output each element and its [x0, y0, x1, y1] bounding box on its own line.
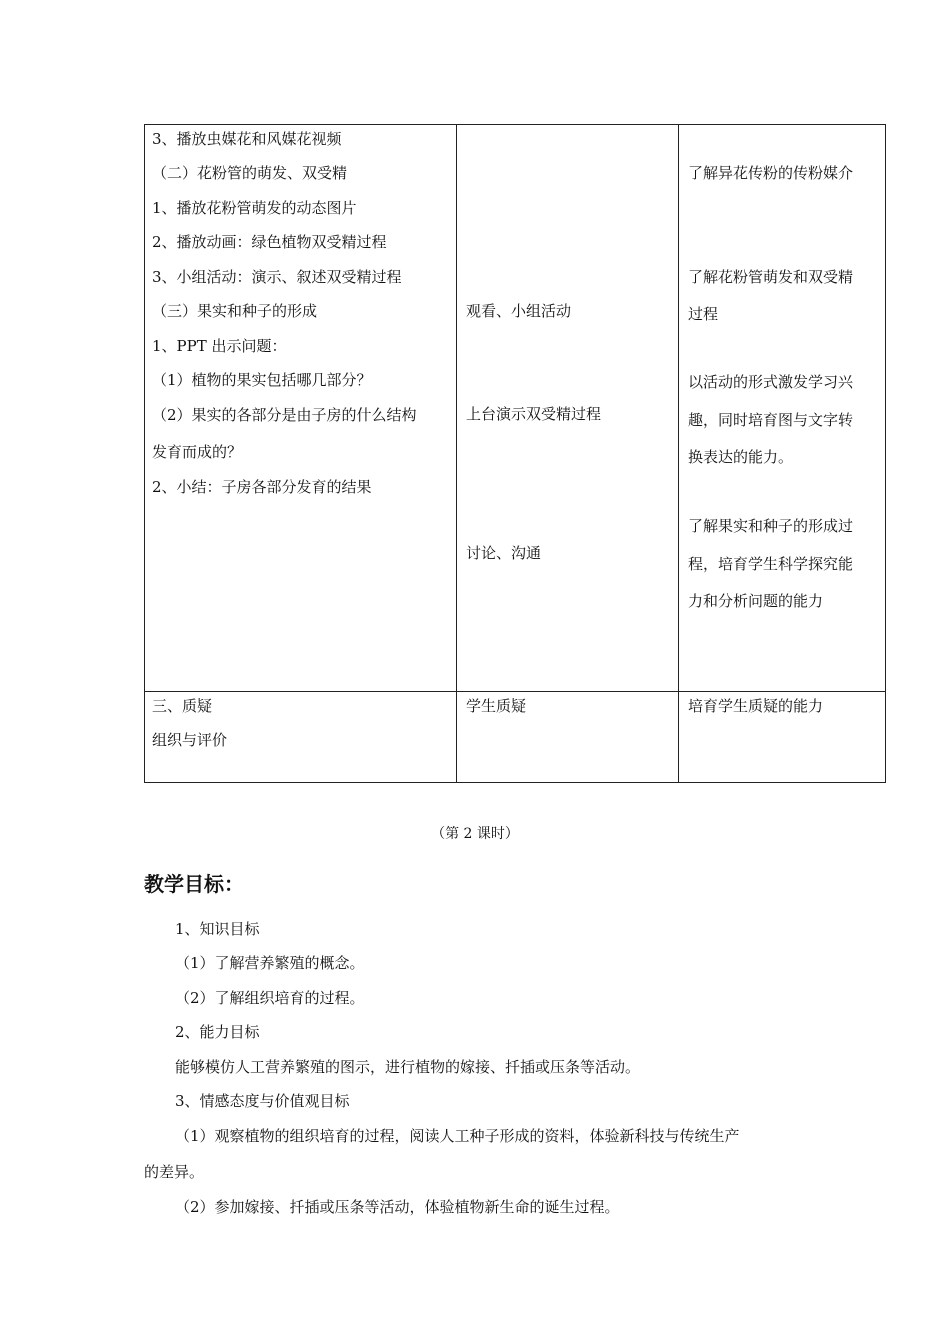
table-cell-text: 了解花粉管萌发和双受精: [688, 268, 854, 286]
table-cell-text: 组织与评价: [152, 731, 228, 749]
table-cell-text: 了解果实和种子的形成过: [688, 517, 854, 535]
table-cell-text: 3、播放虫媒花和风媒花视频: [152, 130, 342, 148]
table-cell-text: 程，培育学生科学探究能: [688, 555, 854, 573]
table-cell-text: 培育学生质疑的能力: [688, 697, 824, 715]
table-cell-text: 讨论、沟通: [466, 544, 542, 562]
lesson-label: （第 2 课时）: [431, 826, 519, 842]
table-cell-text: （2）果实的各部分是由子房的什么结构: [152, 406, 417, 424]
table-cell-text: 上台演示双受精过程: [466, 405, 602, 423]
objective-line: （1）观察植物的组织培育的过程，阅读人工种子形成的资料，体验新科技与传统生产: [175, 1127, 740, 1145]
objective-line: （2）参加嫁接、扦插或压条等活动，体验植物新生命的诞生过程。: [175, 1198, 620, 1216]
table-cell-text: 三、质疑: [152, 697, 213, 715]
objective-line: （2）了解组织培育的过程。: [175, 989, 365, 1007]
table-cell-text: 2、播放动画：绿色植物双受精过程: [152, 233, 387, 251]
table-cell-text: 了解异花传粉的传粉媒介: [688, 164, 854, 182]
table-cell-text: 学生质疑: [466, 697, 527, 715]
table-cell-text: （1）植物的果实包括哪几部分？: [152, 371, 372, 389]
objective-line: 2、能力目标: [175, 1023, 260, 1041]
table-cell-text: 换表达的能力。: [688, 448, 794, 466]
table-cell-text: 过程: [688, 305, 719, 323]
column-divider-2: [678, 125, 679, 782]
objective-line: （1）了解营养繁殖的概念。: [175, 954, 365, 972]
objective-line: 3、情感态度与价值观目标: [175, 1092, 350, 1110]
objective-line: 1、知识目标: [175, 920, 260, 938]
column-divider-1: [456, 125, 457, 782]
table-cell-text: （三）果实和种子的形成: [152, 302, 318, 320]
objectives-heading: 教学目标：: [144, 872, 244, 896]
table-cell-text: 观看、小组活动: [466, 302, 572, 320]
table-cell-text: 趣，同时培育图与文字转: [688, 411, 854, 429]
row-divider: [145, 691, 885, 692]
table-cell-text: 发育而成的？: [152, 443, 243, 461]
table-cell-text: 1、播放花粉管萌发的动态图片: [152, 199, 357, 217]
table-cell-text: 1、PPT 出示问题：: [152, 337, 287, 355]
table-cell-text: （二）花粉管的萌发、双受精: [152, 164, 348, 182]
objective-line: 能够模仿人工营养繁殖的图示，进行植物的嫁接、扦插或压条等活动。: [175, 1058, 641, 1076]
table-cell-text: 2、小结：子房各部分发育的结果: [152, 478, 372, 496]
table-cell-text: 以活动的形式激发学习兴: [688, 373, 854, 391]
objective-line: 的差异。: [144, 1163, 205, 1181]
table-cell-text: 3、小组活动：演示、叙述双受精过程: [152, 268, 402, 286]
table-cell-text: 力和分析问题的能力: [688, 592, 824, 610]
lesson-table: [144, 124, 886, 783]
